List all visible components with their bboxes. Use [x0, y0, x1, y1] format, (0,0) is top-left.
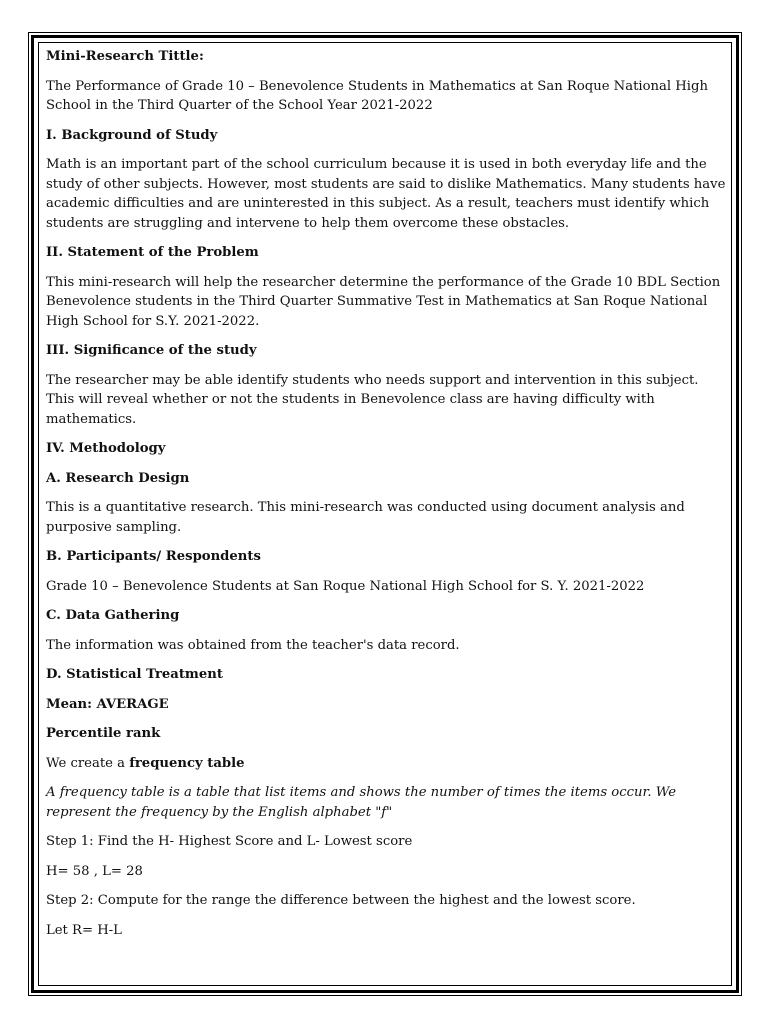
section-1-text: Math is an important part of the school curriculum because it is used in both everyday life and the study of other subjects. However, most students are said to dislike Mathematics. Many students have academic difficulties and are uninterested in this subject. As a result, teachers must identify which students are struggling and intervene to help them overcome these obstacles.	[46, 157, 726, 231]
subsection-c-heading: C. Data Gathering	[46, 608, 180, 623]
section-3-text: The researcher may be able identify students who needs support and intervention in this subject. This will reveal whether or not the students in Benevolence class are having difficulty with mathematics.	[46, 372, 699, 427]
percentile-line: Percentile rank	[46, 726, 161, 741]
section-3-heading: III. Significance of the study	[46, 343, 257, 358]
step-2: Step 2: Compute for the range the difference between the highest and the lowest score.	[46, 893, 636, 908]
section-1-heading: I. Background of Study	[46, 127, 218, 143]
frequency-prefix: We create a	[46, 755, 130, 771]
subsection-b-text: Grade 10 – Benevolence Students at San Roque National High School for S. Y. 2021-2022	[46, 578, 645, 594]
frequency-bold: frequency table	[129, 755, 245, 771]
document-body	[46, 47, 726, 940]
section-2-text: This mini-research will help the researcher determine the performance of the Grade 10 BDL Section Benevolence students in the Third Quarter Summative Test in Mathematics at San Roque National High School for S.Y. 2021-2022.	[46, 274, 721, 329]
subsection-d-heading: D. Statistical Treatment	[46, 667, 223, 682]
subsection-c-text: The information was obtained from the teacher's data record.	[46, 637, 460, 653]
subsection-a-heading: A. Research Design	[46, 470, 190, 486]
section-4-heading: IV. Methodology	[46, 441, 166, 456]
subsection-b-heading: B. Participants/ Respondents	[46, 549, 261, 564]
range-definition: Let R= H-L	[46, 922, 122, 938]
title-label: Mini-Research Tittle:	[46, 49, 204, 64]
step-1: Step 1: Find the H- Highest Score and L- Lowest score	[46, 834, 413, 849]
section-2-heading: II. Statement of the Problem	[46, 245, 259, 260]
frequency-table-line	[46, 754, 726, 774]
title-text: The Performance of Grade 10 – Benevolence Students in Mathematics at San Roque National High School in the Third Quarter of the School Year 2021-2022	[46, 78, 708, 113]
high-low-values: H= 58 , L= 28	[46, 863, 143, 879]
subsection-a-text: This is a quantitative research. This mini-research was conducted using document analysis and purposive sampling.	[46, 500, 685, 535]
frequency-definition: A frequency table is a table that list items and shows the number of times the items occur. We represent the frequency by the English alphabet "f"	[46, 785, 677, 820]
mean-line: Mean: AVERAGE	[46, 696, 169, 712]
